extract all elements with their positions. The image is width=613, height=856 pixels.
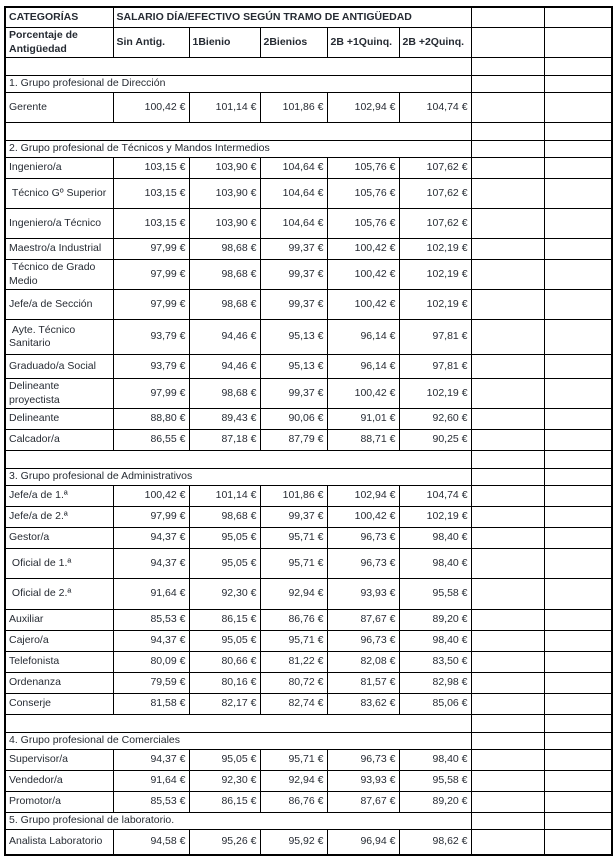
value-cell: 89,20 € — [399, 610, 471, 631]
value-cell: 96,14 € — [327, 320, 399, 355]
table-row — [5, 750, 612, 771]
empty-cell — [544, 469, 612, 486]
document-page — [4, 6, 613, 856]
value-cell: 80,16 € — [189, 673, 260, 694]
empty-cell — [471, 58, 544, 76]
value-cell: 100,42 € — [113, 486, 189, 507]
value-cell: 81,58 € — [113, 694, 189, 715]
value-cell: 100,42 € — [113, 93, 189, 123]
category-cell: Ingeniero/a — [5, 158, 113, 179]
value-cell: 86,15 € — [189, 792, 260, 813]
empty-cell — [544, 813, 612, 830]
value-cell: 102,94 € — [327, 486, 399, 507]
value-cell: 95,26 € — [189, 830, 260, 855]
group-label: 3. Grupo profesional de Administrativos — [5, 469, 471, 486]
value-cell: 96,73 € — [327, 750, 399, 771]
category-cell: Ayte. Técnico Sanitario — [5, 320, 113, 355]
empty-cell — [471, 409, 544, 430]
empty-cell — [471, 320, 544, 355]
table-row — [5, 320, 612, 355]
value-cell: 92,30 € — [189, 771, 260, 792]
empty-cell — [544, 750, 612, 771]
empty-cell — [471, 76, 544, 93]
category-cell: Delineante — [5, 409, 113, 430]
value-cell: 104,74 € — [399, 486, 471, 507]
category-cell: Vendedor/a — [5, 771, 113, 792]
value-cell: 89,20 € — [399, 792, 471, 813]
value-cell: 80,72 € — [260, 673, 327, 694]
empty-cell — [471, 158, 544, 179]
empty-cell — [544, 158, 612, 179]
value-cell: 95,05 € — [189, 631, 260, 652]
empty-cell — [471, 430, 544, 451]
value-cell: 97,99 € — [113, 379, 189, 409]
table-row — [5, 673, 612, 694]
value-cell: 82,98 € — [399, 673, 471, 694]
value-cell: 96,73 € — [327, 631, 399, 652]
separator-cell — [5, 123, 471, 141]
empty-cell — [544, 771, 612, 792]
value-cell: 82,17 € — [189, 694, 260, 715]
value-cell: 95,13 € — [260, 320, 327, 355]
empty-cell — [544, 430, 612, 451]
value-cell: 99,37 € — [260, 239, 327, 260]
value-cell: 93,93 € — [327, 579, 399, 610]
value-cell: 96,73 € — [327, 528, 399, 549]
header-row-2 — [5, 28, 612, 58]
value-cell: 95,58 € — [399, 771, 471, 792]
value-cell: 97,99 € — [113, 290, 189, 320]
table-row — [5, 771, 612, 792]
axis-label: Porcentaje de Antigüedad — [5, 28, 113, 58]
empty-cell — [544, 507, 612, 528]
value-cell: 90,25 € — [399, 430, 471, 451]
category-cell: Calcador/a — [5, 430, 113, 451]
empty-cell — [544, 93, 612, 123]
value-cell: 102,19 € — [399, 379, 471, 409]
empty-cell — [471, 813, 544, 830]
empty-cell — [544, 715, 612, 733]
empty-cell — [544, 28, 612, 58]
value-cell: 102,19 € — [399, 507, 471, 528]
value-cell: 80,09 € — [113, 652, 189, 673]
table-title: SALARIO DÍA/EFECTIVO SEGÚN TRAMO DE ANTIGÜEDAD — [113, 7, 471, 28]
value-cell: 93,93 € — [327, 771, 399, 792]
value-cell: 97,99 € — [113, 260, 189, 290]
value-cell: 97,81 € — [399, 355, 471, 379]
value-cell: 94,37 € — [113, 549, 189, 579]
empty-cell — [544, 694, 612, 715]
empty-cell — [544, 58, 612, 76]
table-row — [5, 486, 612, 507]
corner-label: CATEGORÍAS — [5, 7, 113, 28]
category-cell: Auxiliar — [5, 610, 113, 631]
category-cell: Maestro/a Industrial — [5, 239, 113, 260]
value-cell: 86,55 € — [113, 430, 189, 451]
table-row — [5, 260, 612, 290]
value-cell: 90,06 € — [260, 409, 327, 430]
category-cell: Cajero/a — [5, 631, 113, 652]
category-cell: Supervisor/a — [5, 750, 113, 771]
empty-cell — [471, 239, 544, 260]
category-cell: Jefe/a de 2.ª — [5, 507, 113, 528]
category-cell: Gestor/a — [5, 528, 113, 549]
value-cell: 79,59 € — [113, 673, 189, 694]
column-header-sin-antig: Sin Antig. — [113, 28, 189, 58]
value-cell: 107,62 € — [399, 158, 471, 179]
empty-cell — [471, 715, 544, 733]
value-cell: 91,64 € — [113, 579, 189, 610]
category-cell: Promotor/a — [5, 792, 113, 813]
empty-cell — [471, 379, 544, 409]
empty-cell — [471, 93, 544, 123]
category-cell: Ordenanza — [5, 673, 113, 694]
empty-cell — [471, 549, 544, 579]
value-cell: 85,53 € — [113, 792, 189, 813]
category-cell: Delineante proyectista — [5, 379, 113, 409]
category-cell: Jefe/a de Sección — [5, 290, 113, 320]
value-cell: 87,18 € — [189, 430, 260, 451]
value-cell: 95,71 € — [260, 631, 327, 652]
value-cell: 86,76 € — [260, 610, 327, 631]
group-label: 4. Grupo profesional de Comerciales — [5, 733, 471, 750]
value-cell: 85,06 € — [399, 694, 471, 715]
value-cell: 100,42 € — [327, 290, 399, 320]
value-cell: 105,76 € — [327, 209, 399, 239]
value-cell: 94,58 € — [113, 830, 189, 855]
empty-cell — [544, 549, 612, 579]
empty-cell — [544, 7, 612, 28]
value-cell: 98,40 € — [399, 549, 471, 579]
value-cell: 95,71 € — [260, 528, 327, 549]
empty-cell — [544, 123, 612, 141]
empty-cell — [471, 652, 544, 673]
value-cell: 103,15 € — [113, 209, 189, 239]
value-cell: 102,94 € — [327, 93, 399, 123]
group-header-row — [5, 76, 612, 93]
value-cell: 103,15 € — [113, 179, 189, 209]
value-cell: 86,76 € — [260, 792, 327, 813]
value-cell: 99,37 € — [260, 507, 327, 528]
value-cell: 99,37 € — [260, 290, 327, 320]
value-cell: 104,64 € — [260, 179, 327, 209]
value-cell: 103,90 € — [189, 158, 260, 179]
category-cell: Jefe/a de 1.ª — [5, 486, 113, 507]
salary-table — [4, 6, 613, 856]
value-cell: 85,53 € — [113, 610, 189, 631]
empty-cell — [544, 830, 612, 855]
value-cell: 95,71 € — [260, 750, 327, 771]
value-cell: 96,73 € — [327, 549, 399, 579]
value-cell: 94,46 € — [189, 355, 260, 379]
value-cell: 99,37 € — [260, 379, 327, 409]
empty-cell — [544, 486, 612, 507]
value-cell: 96,94 € — [327, 830, 399, 855]
empty-cell — [471, 260, 544, 290]
category-cell: Analista Laboratorio — [5, 830, 113, 855]
table-row — [5, 610, 612, 631]
category-cell: Telefonista — [5, 652, 113, 673]
table-row — [5, 579, 612, 610]
value-cell: 89,43 € — [189, 409, 260, 430]
group-header-row — [5, 733, 612, 750]
empty-cell — [544, 451, 612, 469]
table-row — [5, 507, 612, 528]
separator-row — [5, 715, 612, 733]
empty-cell — [471, 792, 544, 813]
empty-cell — [544, 579, 612, 610]
empty-cell — [544, 260, 612, 290]
empty-cell — [471, 290, 544, 320]
empty-cell — [471, 733, 544, 750]
table-row — [5, 209, 612, 239]
value-cell: 98,40 € — [399, 528, 471, 549]
value-cell: 91,01 € — [327, 409, 399, 430]
value-cell: 100,42 € — [327, 507, 399, 528]
value-cell: 104,74 € — [399, 93, 471, 123]
value-cell: 104,64 € — [260, 209, 327, 239]
empty-cell — [471, 123, 544, 141]
value-cell: 98,68 € — [189, 239, 260, 260]
value-cell: 98,68 € — [189, 290, 260, 320]
table-row — [5, 694, 612, 715]
empty-cell — [471, 830, 544, 855]
value-cell: 103,90 € — [189, 179, 260, 209]
value-cell: 105,76 € — [327, 158, 399, 179]
value-cell: 92,60 € — [399, 409, 471, 430]
separator-row — [5, 451, 612, 469]
empty-cell — [544, 141, 612, 158]
separator-row — [5, 58, 612, 76]
empty-cell — [471, 507, 544, 528]
value-cell: 92,94 € — [260, 579, 327, 610]
empty-cell — [471, 469, 544, 486]
empty-cell — [544, 652, 612, 673]
value-cell: 93,79 € — [113, 320, 189, 355]
value-cell: 82,08 € — [327, 652, 399, 673]
value-cell: 98,62 € — [399, 830, 471, 855]
value-cell: 95,13 € — [260, 355, 327, 379]
group-label: 1. Grupo profesional de Dirección — [5, 76, 471, 93]
empty-cell — [544, 355, 612, 379]
value-cell: 92,30 € — [189, 579, 260, 610]
value-cell: 80,66 € — [189, 652, 260, 673]
table-row — [5, 652, 612, 673]
value-cell: 101,86 € — [260, 93, 327, 123]
value-cell: 102,19 € — [399, 260, 471, 290]
value-cell: 95,58 € — [399, 579, 471, 610]
value-cell: 95,92 € — [260, 830, 327, 855]
empty-cell — [471, 631, 544, 652]
empty-cell — [471, 7, 544, 28]
value-cell: 86,15 € — [189, 610, 260, 631]
table-row — [5, 830, 612, 855]
table-row — [5, 631, 612, 652]
value-cell: 95,05 € — [189, 528, 260, 549]
separator-cell — [5, 58, 471, 76]
value-cell: 95,05 € — [189, 750, 260, 771]
empty-cell — [544, 379, 612, 409]
value-cell: 87,67 € — [327, 792, 399, 813]
group-header-row — [5, 813, 612, 830]
empty-cell — [471, 750, 544, 771]
value-cell: 100,42 € — [327, 239, 399, 260]
value-cell: 95,71 € — [260, 549, 327, 579]
value-cell: 98,68 € — [189, 507, 260, 528]
empty-cell — [544, 673, 612, 694]
category-cell: Graduado/a Social — [5, 355, 113, 379]
table-row — [5, 430, 612, 451]
empty-cell — [471, 179, 544, 209]
value-cell: 101,14 € — [189, 486, 260, 507]
empty-cell — [544, 792, 612, 813]
category-cell: Técnico de Grado Medio — [5, 260, 113, 290]
value-cell: 107,62 € — [399, 179, 471, 209]
table-row — [5, 93, 612, 123]
empty-cell — [471, 610, 544, 631]
category-cell: Oficial de 2.ª — [5, 579, 113, 610]
value-cell: 105,76 € — [327, 179, 399, 209]
table-row — [5, 409, 612, 430]
empty-cell — [471, 209, 544, 239]
value-cell: 104,64 € — [260, 158, 327, 179]
column-header-2b-1quinq: 2B +1Quinq. — [327, 28, 399, 58]
empty-cell — [471, 141, 544, 158]
empty-cell — [544, 409, 612, 430]
value-cell: 88,80 € — [113, 409, 189, 430]
column-header-1bienio: 1Bienio — [189, 28, 260, 58]
empty-cell — [544, 76, 612, 93]
value-cell: 98,40 € — [399, 750, 471, 771]
empty-cell — [544, 528, 612, 549]
group-header-row — [5, 141, 612, 158]
empty-cell — [471, 28, 544, 58]
value-cell: 94,46 € — [189, 320, 260, 355]
value-cell: 97,81 € — [399, 320, 471, 355]
value-cell: 92,94 € — [260, 771, 327, 792]
value-cell: 100,42 € — [327, 379, 399, 409]
empty-cell — [471, 673, 544, 694]
value-cell: 94,37 € — [113, 631, 189, 652]
empty-cell — [471, 486, 544, 507]
category-cell: Conserje — [5, 694, 113, 715]
empty-cell — [544, 209, 612, 239]
value-cell: 81,22 € — [260, 652, 327, 673]
value-cell: 93,79 € — [113, 355, 189, 379]
category-cell: Gerente — [5, 93, 113, 123]
table-row — [5, 355, 612, 379]
value-cell: 99,37 € — [260, 260, 327, 290]
empty-cell — [471, 579, 544, 610]
group-label: 5. Grupo profesional de laboratorio. — [5, 813, 471, 830]
value-cell: 88,71 € — [327, 430, 399, 451]
value-cell: 101,14 € — [189, 93, 260, 123]
empty-cell — [471, 355, 544, 379]
table-row — [5, 290, 612, 320]
value-cell: 102,19 € — [399, 239, 471, 260]
value-cell: 98,40 € — [399, 631, 471, 652]
table-row — [5, 179, 612, 209]
empty-cell — [544, 290, 612, 320]
empty-cell — [544, 631, 612, 652]
empty-cell — [544, 733, 612, 750]
header-row-1 — [5, 7, 612, 28]
table-row — [5, 158, 612, 179]
value-cell: 83,62 € — [327, 694, 399, 715]
empty-cell — [471, 694, 544, 715]
value-cell: 87,67 € — [327, 610, 399, 631]
table-row — [5, 528, 612, 549]
empty-cell — [471, 771, 544, 792]
separator-cell — [5, 451, 471, 469]
value-cell: 98,68 € — [189, 379, 260, 409]
value-cell: 101,86 € — [260, 486, 327, 507]
value-cell: 95,05 € — [189, 549, 260, 579]
table-row — [5, 239, 612, 260]
value-cell: 94,37 € — [113, 528, 189, 549]
separator-cell — [5, 715, 471, 733]
empty-cell — [544, 610, 612, 631]
empty-cell — [544, 239, 612, 260]
value-cell: 103,90 € — [189, 209, 260, 239]
empty-cell — [471, 451, 544, 469]
value-cell: 96,14 € — [327, 355, 399, 379]
value-cell: 103,15 € — [113, 158, 189, 179]
table-row — [5, 549, 612, 579]
empty-cell — [544, 320, 612, 355]
column-header-2b-2quinq: 2B +2Quinq. — [399, 28, 471, 58]
empty-cell — [544, 179, 612, 209]
value-cell: 97,99 € — [113, 507, 189, 528]
group-label: 2. Grupo profesional de Técnicos y Mandos Intermedios — [5, 141, 471, 158]
value-cell: 100,42 € — [327, 260, 399, 290]
category-cell: Oficial de 1.ª — [5, 549, 113, 579]
value-cell: 91,64 € — [113, 771, 189, 792]
value-cell: 107,62 € — [399, 209, 471, 239]
value-cell: 82,74 € — [260, 694, 327, 715]
value-cell: 87,79 € — [260, 430, 327, 451]
value-cell: 81,57 € — [327, 673, 399, 694]
empty-cell — [471, 528, 544, 549]
value-cell: 94,37 € — [113, 750, 189, 771]
category-cell: Ingeniero/a Técnico — [5, 209, 113, 239]
value-cell: 102,19 € — [399, 290, 471, 320]
table-row — [5, 792, 612, 813]
table-row — [5, 379, 612, 409]
separator-row — [5, 123, 612, 141]
group-header-row — [5, 469, 612, 486]
category-cell: Técnico Gº Superior — [5, 179, 113, 209]
column-header-2bienios: 2Bienios — [260, 28, 327, 58]
value-cell: 97,99 € — [113, 239, 189, 260]
value-cell: 98,68 € — [189, 260, 260, 290]
value-cell: 83,50 € — [399, 652, 471, 673]
